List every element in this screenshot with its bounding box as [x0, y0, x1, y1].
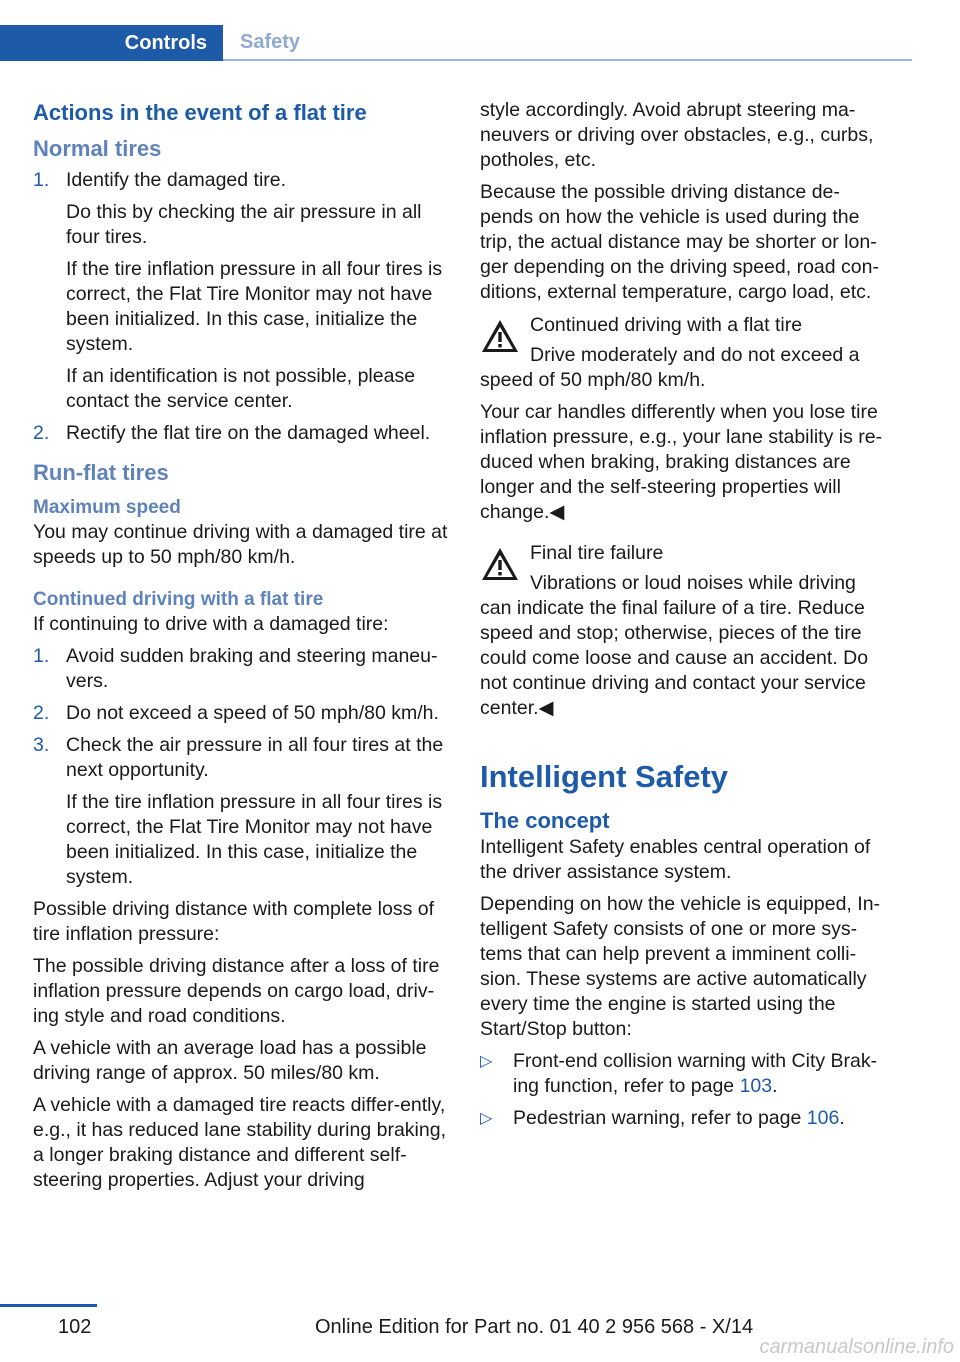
heading-maximum-speed: Maximum speed — [33, 497, 181, 518]
warning-text: Drive moderately and do not exceed a speed of 50 mph/80 km/h. — [480, 344, 860, 391]
tab-safety[interactable]: Safety — [223, 25, 912, 61]
continued-driving-steps — [33, 644, 448, 890]
step-text: Identify the damaged tire. — [66, 169, 287, 191]
paragraph-distance-label: Possible driving distance with complete loss of tire inflation pressure: — [33, 898, 435, 945]
list-item — [480, 1049, 890, 1099]
heading-normal-tires: Normal tires — [33, 136, 162, 161]
step-text: Avoid sudden braking and steering maneu‐vers. — [66, 645, 438, 692]
warning-triangle-icon — [480, 318, 520, 354]
list-item — [33, 168, 448, 414]
triangle-right-icon: ▷ — [480, 1053, 493, 1070]
paragraph-average-load: A vehicle with an average load has a possible driving range of approx. 50 miles/80 km. — [33, 1037, 427, 1084]
tab-controls[interactable]: Controls — [0, 25, 223, 61]
section-title-intelligent-safety: Intelligent Safety — [480, 759, 729, 794]
step-text: Check the air pressure in all four tires at the next opportunity. — [66, 734, 444, 781]
step-text: If the tire inflation pressure in all four tires is correct, the Flat Tire Monitor may not have been initialized. In this case, initialize the system. — [66, 258, 443, 355]
list-item — [33, 733, 448, 890]
heading-continued-driving: Continued driving with a flat tire — [33, 589, 324, 610]
page-link[interactable]: 103 — [739, 1075, 773, 1097]
bullet-text: Pedestrian warning, refer to page — [513, 1107, 807, 1129]
step-text: If the tire inflation pressure in all four tires is correct, the Flat Tire Monitor may not have been initialized. In this case, initialize the system. — [66, 791, 443, 888]
paragraph-max-speed: You may continue driving with a damaged tire at speeds up to 50 mph/80 km/h. — [33, 521, 448, 568]
warning-text: Vibrations or loud noises while driving can indicate the final failure of a tire. Reduce speed and stop; otherwise, pieces of the tire could come loose and cause an accident. Do not continue driving and contact your service center.◀ — [480, 572, 869, 719]
footer-rule — [0, 1304, 97, 1307]
step-number: 1. — [33, 169, 50, 191]
heading-the-concept: The concept — [480, 808, 610, 833]
list-item — [33, 644, 448, 694]
bullet-end: . — [772, 1075, 778, 1097]
step-text: Do this by checking the air pressure in all four tires. — [66, 201, 422, 248]
bullet-end: . — [839, 1107, 845, 1129]
list-item — [33, 421, 448, 446]
paragraph-depending: Depending on how the vehicle is equipped, In‐telligent Safety consists of one or more sys‐tems that can help prevent a imminent colli‐sion. These systems are active automatically every time the engine is started using the Start/Stop button: — [480, 893, 881, 1040]
warning-title: Final tire failure — [530, 542, 664, 564]
system-list — [480, 1049, 890, 1131]
list-item — [33, 701, 448, 726]
edition-text: Online Edition for Part no. 01 40 2 956 568 - X/14 — [315, 1316, 754, 1338]
step-text: Do not exceed a speed of 50 mph/80 km/h. — [66, 702, 439, 724]
header-tabs — [0, 25, 895, 61]
step-number: 2. — [33, 422, 50, 444]
paragraph-distance-depends: The possible driving distance after a loss of tire inflation pressure depends on cargo load, driv‐ing style and road conditions. — [33, 955, 440, 1027]
section-title-flat-tire: Actions in the event of a flat tire — [33, 100, 367, 125]
warning-continued-driving — [480, 313, 890, 393]
step-number: 3. — [33, 734, 50, 756]
paragraph-continuation: style accordingly. Avoid abrupt steering ma‐neuvers or driving over obstacles, e.g., curbs, potholes, etc. — [480, 99, 874, 171]
page-link[interactable]: 106 — [806, 1107, 840, 1129]
paragraph-because: Because the possible driving distance de‐pends on how the vehicle is used during the trip, the actual distance may be shorter or lon‐ger depending on the driving speed, road con‐ditions, external temperature, cargo load, etc. — [480, 181, 879, 303]
step-number: 2. — [33, 702, 50, 724]
left-column — [33, 98, 448, 1200]
normal-tires-steps — [33, 168, 448, 446]
paragraph-handles: Your car handles differently when you lose tire inflation pressure, e.g., your lane stability is re‐duced when braking, braking distances are longer and the self-steering properties will change.◀ — [480, 401, 883, 523]
step-text: If an identification is not possible, please contact the service center. — [66, 365, 416, 412]
paragraph-damaged-tire: A vehicle with a damaged tire reacts differ‐ently, e.g., it has reduced lane stability during braking, a longer braking distance and different self-steering properties. Adjust your driving — [33, 1094, 446, 1191]
right-column — [480, 98, 890, 1138]
warning-final-failure — [480, 541, 890, 721]
paragraph-concept: Intelligent Safety enables central operation of the driver assistance system. — [480, 836, 871, 883]
list-item — [480, 1106, 890, 1131]
page-number: 102 — [58, 1316, 92, 1338]
warning-title: Continued driving with a flat tire — [530, 314, 803, 336]
bullet-text: Front-end collision warning with City Brak‐ing function, refer to page — [513, 1050, 878, 1097]
watermark: carmanualsonline.info — [759, 1336, 954, 1358]
warning-triangle-icon — [480, 546, 520, 582]
heading-run-flat-tires: Run-flat tires — [33, 460, 169, 485]
step-text: Rectify the flat tire on the damaged wheel. — [66, 422, 431, 444]
step-number: 1. — [33, 645, 50, 667]
triangle-right-icon: ▷ — [480, 1110, 493, 1127]
paragraph-continued-intro: If continuing to drive with a damaged tire: — [33, 613, 389, 635]
